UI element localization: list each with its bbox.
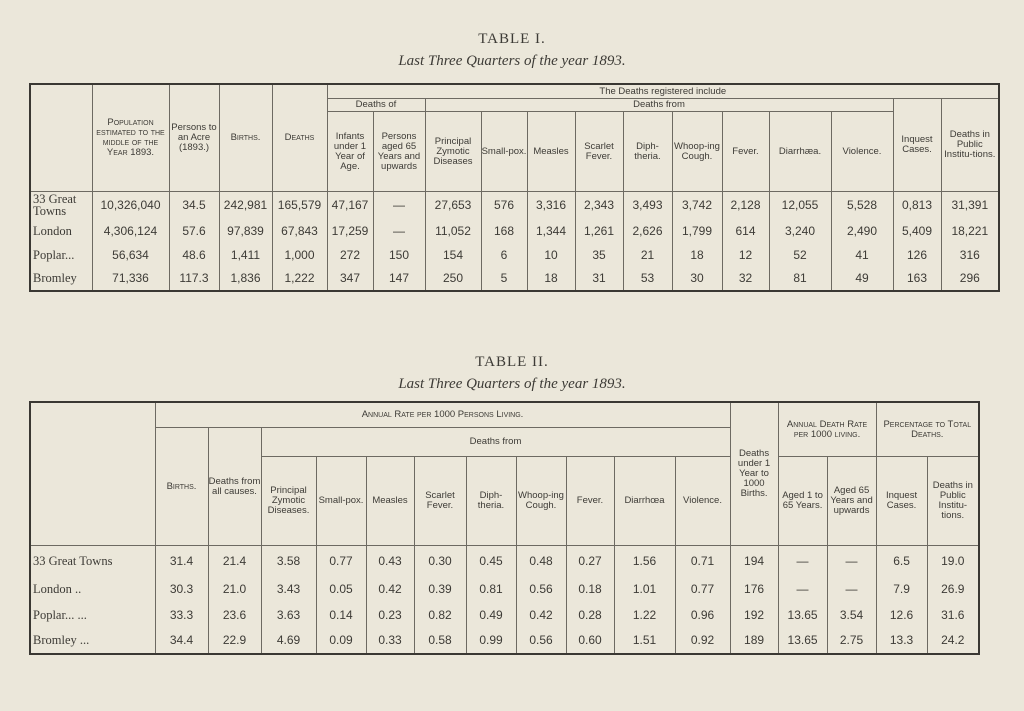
table-cell: 13.3: [876, 628, 927, 654]
table-cell: 22.9: [208, 628, 261, 654]
table-cell: —: [778, 546, 827, 576]
table2-col-aged-65up: Aged 65 Years and upwards: [827, 457, 876, 546]
table-cell: 18: [672, 243, 722, 267]
table-cell: 2,490: [831, 219, 893, 243]
table2-subtitle: Last Three Quarters of the year 1893.: [398, 376, 626, 392]
row-label: London: [30, 219, 92, 243]
table-cell: 0.42: [516, 602, 566, 628]
table-cell: 3.43: [261, 576, 316, 602]
table-cell: 176: [730, 576, 778, 602]
table-cell: 12: [722, 243, 769, 267]
table-cell: 0.77: [316, 546, 366, 576]
table2-col-zymotic: Principal Zymotic Diseases.: [261, 457, 316, 546]
row-label: Bromley: [30, 267, 92, 291]
table1-group-deaths-from: Deaths from: [425, 99, 893, 112]
table-cell: 24.2: [927, 628, 979, 654]
table-cell: 30.3: [155, 576, 208, 602]
table-cell: 1,261: [575, 219, 623, 243]
table2-col-measles: Measles: [366, 457, 414, 546]
table-cell: 41: [831, 243, 893, 267]
table1-corner: [30, 84, 92, 192]
table-cell: 3.54: [827, 602, 876, 628]
table-cell: 194: [730, 546, 778, 576]
table1-col-violence: Violence.: [831, 112, 893, 192]
table-cell: 250: [425, 267, 481, 291]
table1-col-persons-acre: Persons to an Acre (1893.): [169, 84, 219, 192]
table2-col-births: Births.: [155, 428, 208, 546]
table2-col-deaths-under1: Deaths under 1 Year to 1000 Births.: [730, 402, 778, 546]
table1-col-fever: Fever.: [722, 112, 769, 192]
table-cell: 0.56: [516, 628, 566, 654]
table-cell: 6.5: [876, 546, 927, 576]
table1-group-deaths-of: Deaths of: [327, 99, 425, 112]
table-cell: 12,055: [769, 192, 831, 219]
table-cell: 0.27: [566, 546, 614, 576]
table1-col-public-inst: Deaths in Public Institu-tions.: [941, 99, 999, 192]
table1-col-smallpox: Small-pox.: [481, 112, 527, 192]
table-cell: 13.65: [778, 628, 827, 654]
table-cell: 168: [481, 219, 527, 243]
table1-group-registered: The Deaths registered include: [327, 84, 999, 99]
table2-col-whooping: Whoop-ing Cough.: [516, 457, 566, 546]
table-cell: 0.43: [366, 546, 414, 576]
table1-col-diphtheria: Diph-theria.: [623, 112, 672, 192]
table-cell: 0.28: [566, 602, 614, 628]
table-cell: 12.6: [876, 602, 927, 628]
table-cell: 147: [373, 267, 425, 291]
row-label: London ..: [30, 576, 155, 602]
table-cell: 11,052: [425, 219, 481, 243]
table2-col-fever: Fever.: [566, 457, 614, 546]
row-label: Poplar...: [30, 243, 92, 267]
table-cell: 6: [481, 243, 527, 267]
table-cell: 0,813: [893, 192, 941, 219]
table-cell: 31,391: [941, 192, 999, 219]
table-cell: 1,000: [272, 243, 327, 267]
table2-group-percentage: Percentage to Total Deaths.: [876, 402, 979, 457]
table2-title: TABLE II.: [475, 354, 549, 370]
table-cell: 18: [527, 267, 575, 291]
table-cell: —: [778, 576, 827, 602]
table-cell: 4,306,124: [92, 219, 169, 243]
table2-col-violence: Violence.: [675, 457, 730, 546]
table1-body: [30, 192, 999, 291]
table-cell: 34.4: [155, 628, 208, 654]
table-row: [30, 546, 979, 576]
table1-col-diarrhoea: Diarrhæa.: [769, 112, 831, 192]
table-cell: 3.58: [261, 546, 316, 576]
table-cell: 0.82: [414, 602, 466, 628]
table-cell: 0.05: [316, 576, 366, 602]
table-cell: 316: [941, 243, 999, 267]
table-cell: 2,343: [575, 192, 623, 219]
table-row: [30, 192, 999, 219]
table-cell: 3,316: [527, 192, 575, 219]
table-cell: 31: [575, 267, 623, 291]
table2-body: [30, 546, 979, 654]
table-cell: 0.45: [466, 546, 516, 576]
table-cell: 165,579: [272, 192, 327, 219]
table-row: [30, 628, 979, 654]
table-cell: —: [373, 192, 425, 219]
table-cell: 163: [893, 267, 941, 291]
table-cell: 272: [327, 243, 373, 267]
table-cell: 31.4: [155, 546, 208, 576]
table-cell: —: [827, 576, 876, 602]
table-cell: 2,128: [722, 192, 769, 219]
table-cell: 18,221: [941, 219, 999, 243]
table-cell: —: [827, 546, 876, 576]
table-cell: 1.22: [614, 602, 675, 628]
table-cell: 5,409: [893, 219, 941, 243]
table-cell: 1.51: [614, 628, 675, 654]
table1-col-population: Population estimated to the middle of the Year 1893.: [92, 84, 169, 192]
table1-col-persons65: Persons aged 65 Years and upwards: [373, 112, 425, 192]
table-cell: 1.01: [614, 576, 675, 602]
table-row: [30, 267, 999, 291]
table-cell: 27,653: [425, 192, 481, 219]
table-cell: 49: [831, 267, 893, 291]
table-cell: 52: [769, 243, 831, 267]
table-cell: 32: [722, 267, 769, 291]
table-cell: 30: [672, 267, 722, 291]
table-cell: 296: [941, 267, 999, 291]
table-cell: 117.3: [169, 267, 219, 291]
table-cell: 1,344: [527, 219, 575, 243]
table-cell: 0.92: [675, 628, 730, 654]
table-cell: 0.09: [316, 628, 366, 654]
table2-corner: [30, 402, 155, 546]
table-cell: 31.6: [927, 602, 979, 628]
table-cell: 189: [730, 628, 778, 654]
table-cell: 1,411: [219, 243, 272, 267]
table-cell: 33.3: [155, 602, 208, 628]
table2-col-diarrhoea: Diarrhœa: [614, 457, 675, 546]
table1-col-measles: Measles: [527, 112, 575, 192]
table2-group-deaths-from: Deaths from: [261, 428, 730, 457]
table-cell: 1.56: [614, 546, 675, 576]
table-cell: 192: [730, 602, 778, 628]
table-row: [30, 219, 999, 243]
table-cell: 0.71: [675, 546, 730, 576]
table-cell: 614: [722, 219, 769, 243]
table-cell: 53: [623, 267, 672, 291]
table-cell: 0.48: [516, 546, 566, 576]
table-cell: 57.6: [169, 219, 219, 243]
table2-group-annual-death-rate: Annual Death Rate per 1000 living.: [778, 402, 876, 457]
table-cell: 13.65: [778, 602, 827, 628]
table-cell: 35: [575, 243, 623, 267]
table-cell: 3.63: [261, 602, 316, 628]
table-cell: 0.39: [414, 576, 466, 602]
table-cell: 0.18: [566, 576, 614, 602]
table-cell: 347: [327, 267, 373, 291]
table2-col-inquest: Inquest Cases.: [876, 457, 927, 546]
table2-col-aged-1-65: Aged 1 to 65 Years.: [778, 457, 827, 546]
table2-group-annual-rate: Annual Rate per 1000 Persons Living.: [155, 402, 730, 428]
table-cell: 3,493: [623, 192, 672, 219]
table-cell: 97,839: [219, 219, 272, 243]
table2-col-smallpox: Small-pox.: [316, 457, 366, 546]
table-cell: 242,981: [219, 192, 272, 219]
table-cell: 19.0: [927, 546, 979, 576]
table-cell: 10,326,040: [92, 192, 169, 219]
table-row: [30, 602, 979, 628]
table-cell: 0.33: [366, 628, 414, 654]
table-cell: 67,843: [272, 219, 327, 243]
table-cell: 34.5: [169, 192, 219, 219]
table-cell: 26.9: [927, 576, 979, 602]
table-cell: 56,634: [92, 243, 169, 267]
table-cell: 0.81: [466, 576, 516, 602]
table1-col-scarlet: Scarlet Fever.: [575, 112, 623, 192]
row-label: 33 Great Towns: [30, 546, 155, 576]
table2: [29, 401, 980, 655]
table-cell: 0.42: [366, 576, 414, 602]
table-cell: 81: [769, 267, 831, 291]
table-cell: 2,626: [623, 219, 672, 243]
table-cell: 0.77: [675, 576, 730, 602]
table-cell: 21.4: [208, 546, 261, 576]
table-cell: 154: [425, 243, 481, 267]
table-cell: 3,742: [672, 192, 722, 219]
table2-col-deaths-all: Deaths from all causes.: [208, 428, 261, 546]
table1-col-whooping: Whoop-ing Cough.: [672, 112, 722, 192]
table-cell: 17,259: [327, 219, 373, 243]
table1-title: TABLE I.: [478, 31, 546, 47]
row-label: 33 Great Towns: [30, 192, 92, 219]
table-cell: 21.0: [208, 576, 261, 602]
table2-col-diphtheria: Diph-theria.: [466, 457, 516, 546]
row-label: Poplar... ...: [30, 602, 155, 628]
table-cell: 0.60: [566, 628, 614, 654]
table-cell: 2.75: [827, 628, 876, 654]
table-cell: 576: [481, 192, 527, 219]
table-cell: 0.23: [366, 602, 414, 628]
table-cell: 0.58: [414, 628, 466, 654]
table-cell: 21: [623, 243, 672, 267]
table-cell: 0.96: [675, 602, 730, 628]
table-cell: 10: [527, 243, 575, 267]
table1-subtitle: Last Three Quarters of the year 1893.: [398, 53, 626, 69]
table1-col-infants: Infants under 1 Year of Age.: [327, 112, 373, 192]
table-cell: 7.9: [876, 576, 927, 602]
table1-col-zymotic: Principal Zymotic Diseases: [425, 112, 481, 192]
table-cell: 0.49: [466, 602, 516, 628]
table-cell: 0.30: [414, 546, 466, 576]
table2-col-public-inst: Deaths in Public Institu-tions.: [927, 457, 979, 546]
row-label: Bromley ...: [30, 628, 155, 654]
table-cell: 5: [481, 267, 527, 291]
table-row: [30, 576, 979, 602]
table-cell: 48.6: [169, 243, 219, 267]
table-cell: 3,240: [769, 219, 831, 243]
table1: [29, 83, 1000, 292]
table2-col-scarlet: Scarlet Fever.: [414, 457, 466, 546]
table1-col-inquest: Inquest Cases.: [893, 99, 941, 192]
table-cell: —: [373, 219, 425, 243]
table-cell: 1,836: [219, 267, 272, 291]
table-cell: 1,222: [272, 267, 327, 291]
table-cell: 5,528: [831, 192, 893, 219]
table-cell: 1,799: [672, 219, 722, 243]
table-cell: 47,167: [327, 192, 373, 219]
table-cell: 23.6: [208, 602, 261, 628]
table-cell: 150: [373, 243, 425, 267]
table-cell: 126: [893, 243, 941, 267]
table-cell: 0.14: [316, 602, 366, 628]
table1-col-deaths: Deaths: [272, 84, 327, 192]
table1-col-births: Births.: [219, 84, 272, 192]
table-row: [30, 243, 999, 267]
table-cell: 0.99: [466, 628, 516, 654]
table-cell: 0.56: [516, 576, 566, 602]
table-cell: 4.69: [261, 628, 316, 654]
table-cell: 71,336: [92, 267, 169, 291]
